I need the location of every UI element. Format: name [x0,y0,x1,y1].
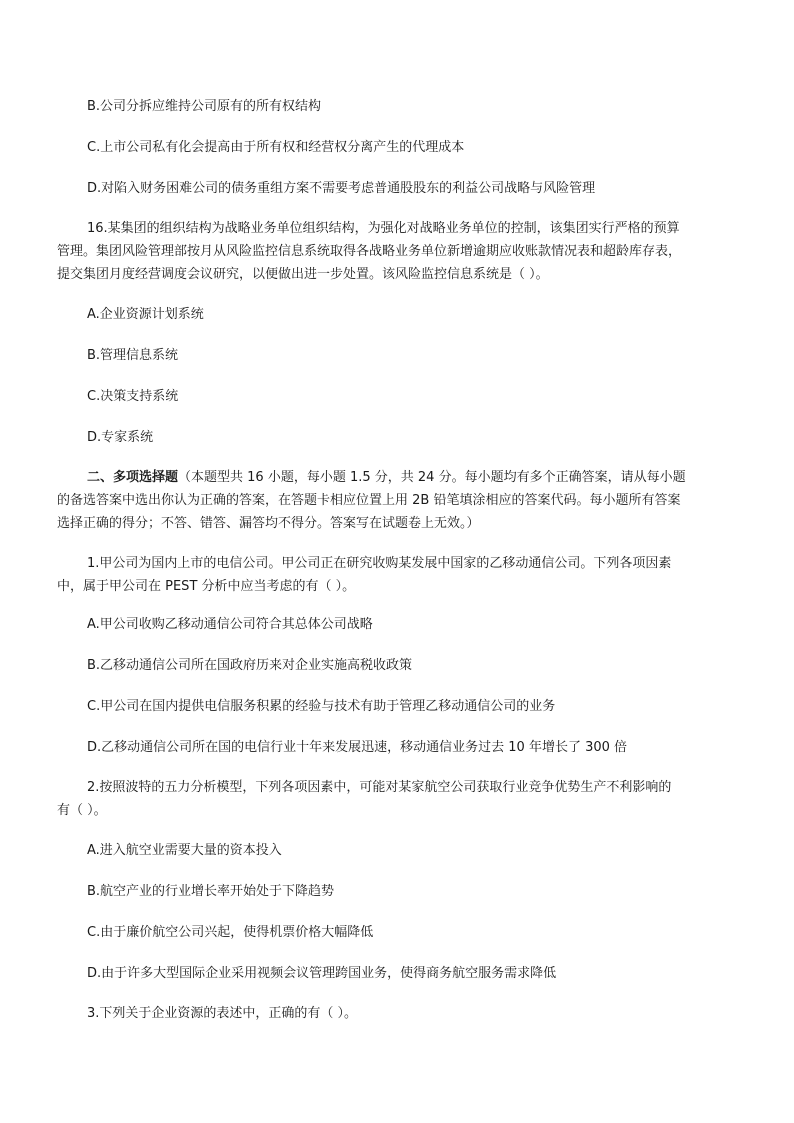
question-stem-m2: 2.按照波特的五力分析模型，下列各项因素中，可能对某家航空公司获取行业竞争优势生产不利影响的 [87,780,672,795]
option-text: B.管理信息系统 [87,348,179,363]
option-text: D.对陷入财务困难公司的债务重组方案不需要考虑普通股股东的利益公司战略与风险管理 [87,181,596,196]
question-stem-16: 管理。集团风险管理部按月从风险监控信息系统取得各战略业务单位新增逾期应收账款情况表和超龄库存表， [57,244,682,259]
option-text: B.公司分拆应维持公司原有的所有权结构 [87,99,322,114]
option-text: C.由于廉价航空公司兴起，使得机票价格大幅降低 [87,925,374,940]
section-instructions: （本题型共 16 小题，每小题 1.5 分，共 24 分。每小题均有多个正确答案，请从每小题 [178,470,686,485]
option-text: A.企业资源计划系统 [87,307,204,322]
question-stem-m1: 中，属于甲公司在 PEST 分析中应当考虑的有（ ）。 [57,579,356,594]
question-stem-m1: 1.甲公司为国内上市的电信公司。甲公司正在研究收购某发展中国家的乙移动通信公司。下列各项因素 [87,556,672,571]
question-stem-16: 提交集团月度经营调度会议研究，以便做出进一步处置。该风险监控信息系统是（ ）。 [57,267,549,282]
question-stem-m2: 有（ ）。 [57,803,107,818]
section-heading [87,468,686,488]
option-text: D.由于许多大型国际企业采用视频会议管理跨国业务，使得商务航空服务需求降低 [87,966,557,981]
option-text: C.决策支持系统 [87,389,179,404]
option-text: B.航空产业的行业增长率开始处于下降趋势 [87,884,335,899]
question-stem-16: 16.某集团的组织结构为战略业务单位组织结构，为强化对战略业务单位的控制，该集团实行严格的预算 [87,221,680,236]
question-stem-m3: 3.下列关于企业资源的表述中，正确的有（ ）。 [87,1006,358,1021]
option-text: C.上市公司私有化会提高由于所有权和经营权分离产生的代理成本 [87,140,465,155]
option-text: A.甲公司收购乙移动通信公司符合其总体公司战略 [87,617,373,632]
option-text: B.乙移动通信公司所在国政府历来对企业实施高税收政策 [87,658,413,673]
section-instructions: 的备选答案中选出你认为正确的答案，在答题卡相应位置上用 2B 铅笔填涂相应的答案代码。每小题所有答案 [57,493,681,508]
option-text: D.专家系统 [87,430,154,445]
section-instructions: 选择正确的得分；不答、错答、漏答均不得分。答案写在试题卷上无效。） [57,516,480,531]
option-text: D.乙移动通信公司所在国的电信行业十年来发展迅速，移动通信业务过去 10 年增长了 300 倍 [87,740,628,755]
section-title: 二、多项选择题 [87,470,179,485]
option-text: C.甲公司在国内提供电信服务积累的经验与技术有助于管理乙移动通信公司的业务 [87,699,556,714]
option-text: A.进入航空业需要大量的资本投入 [87,843,282,858]
